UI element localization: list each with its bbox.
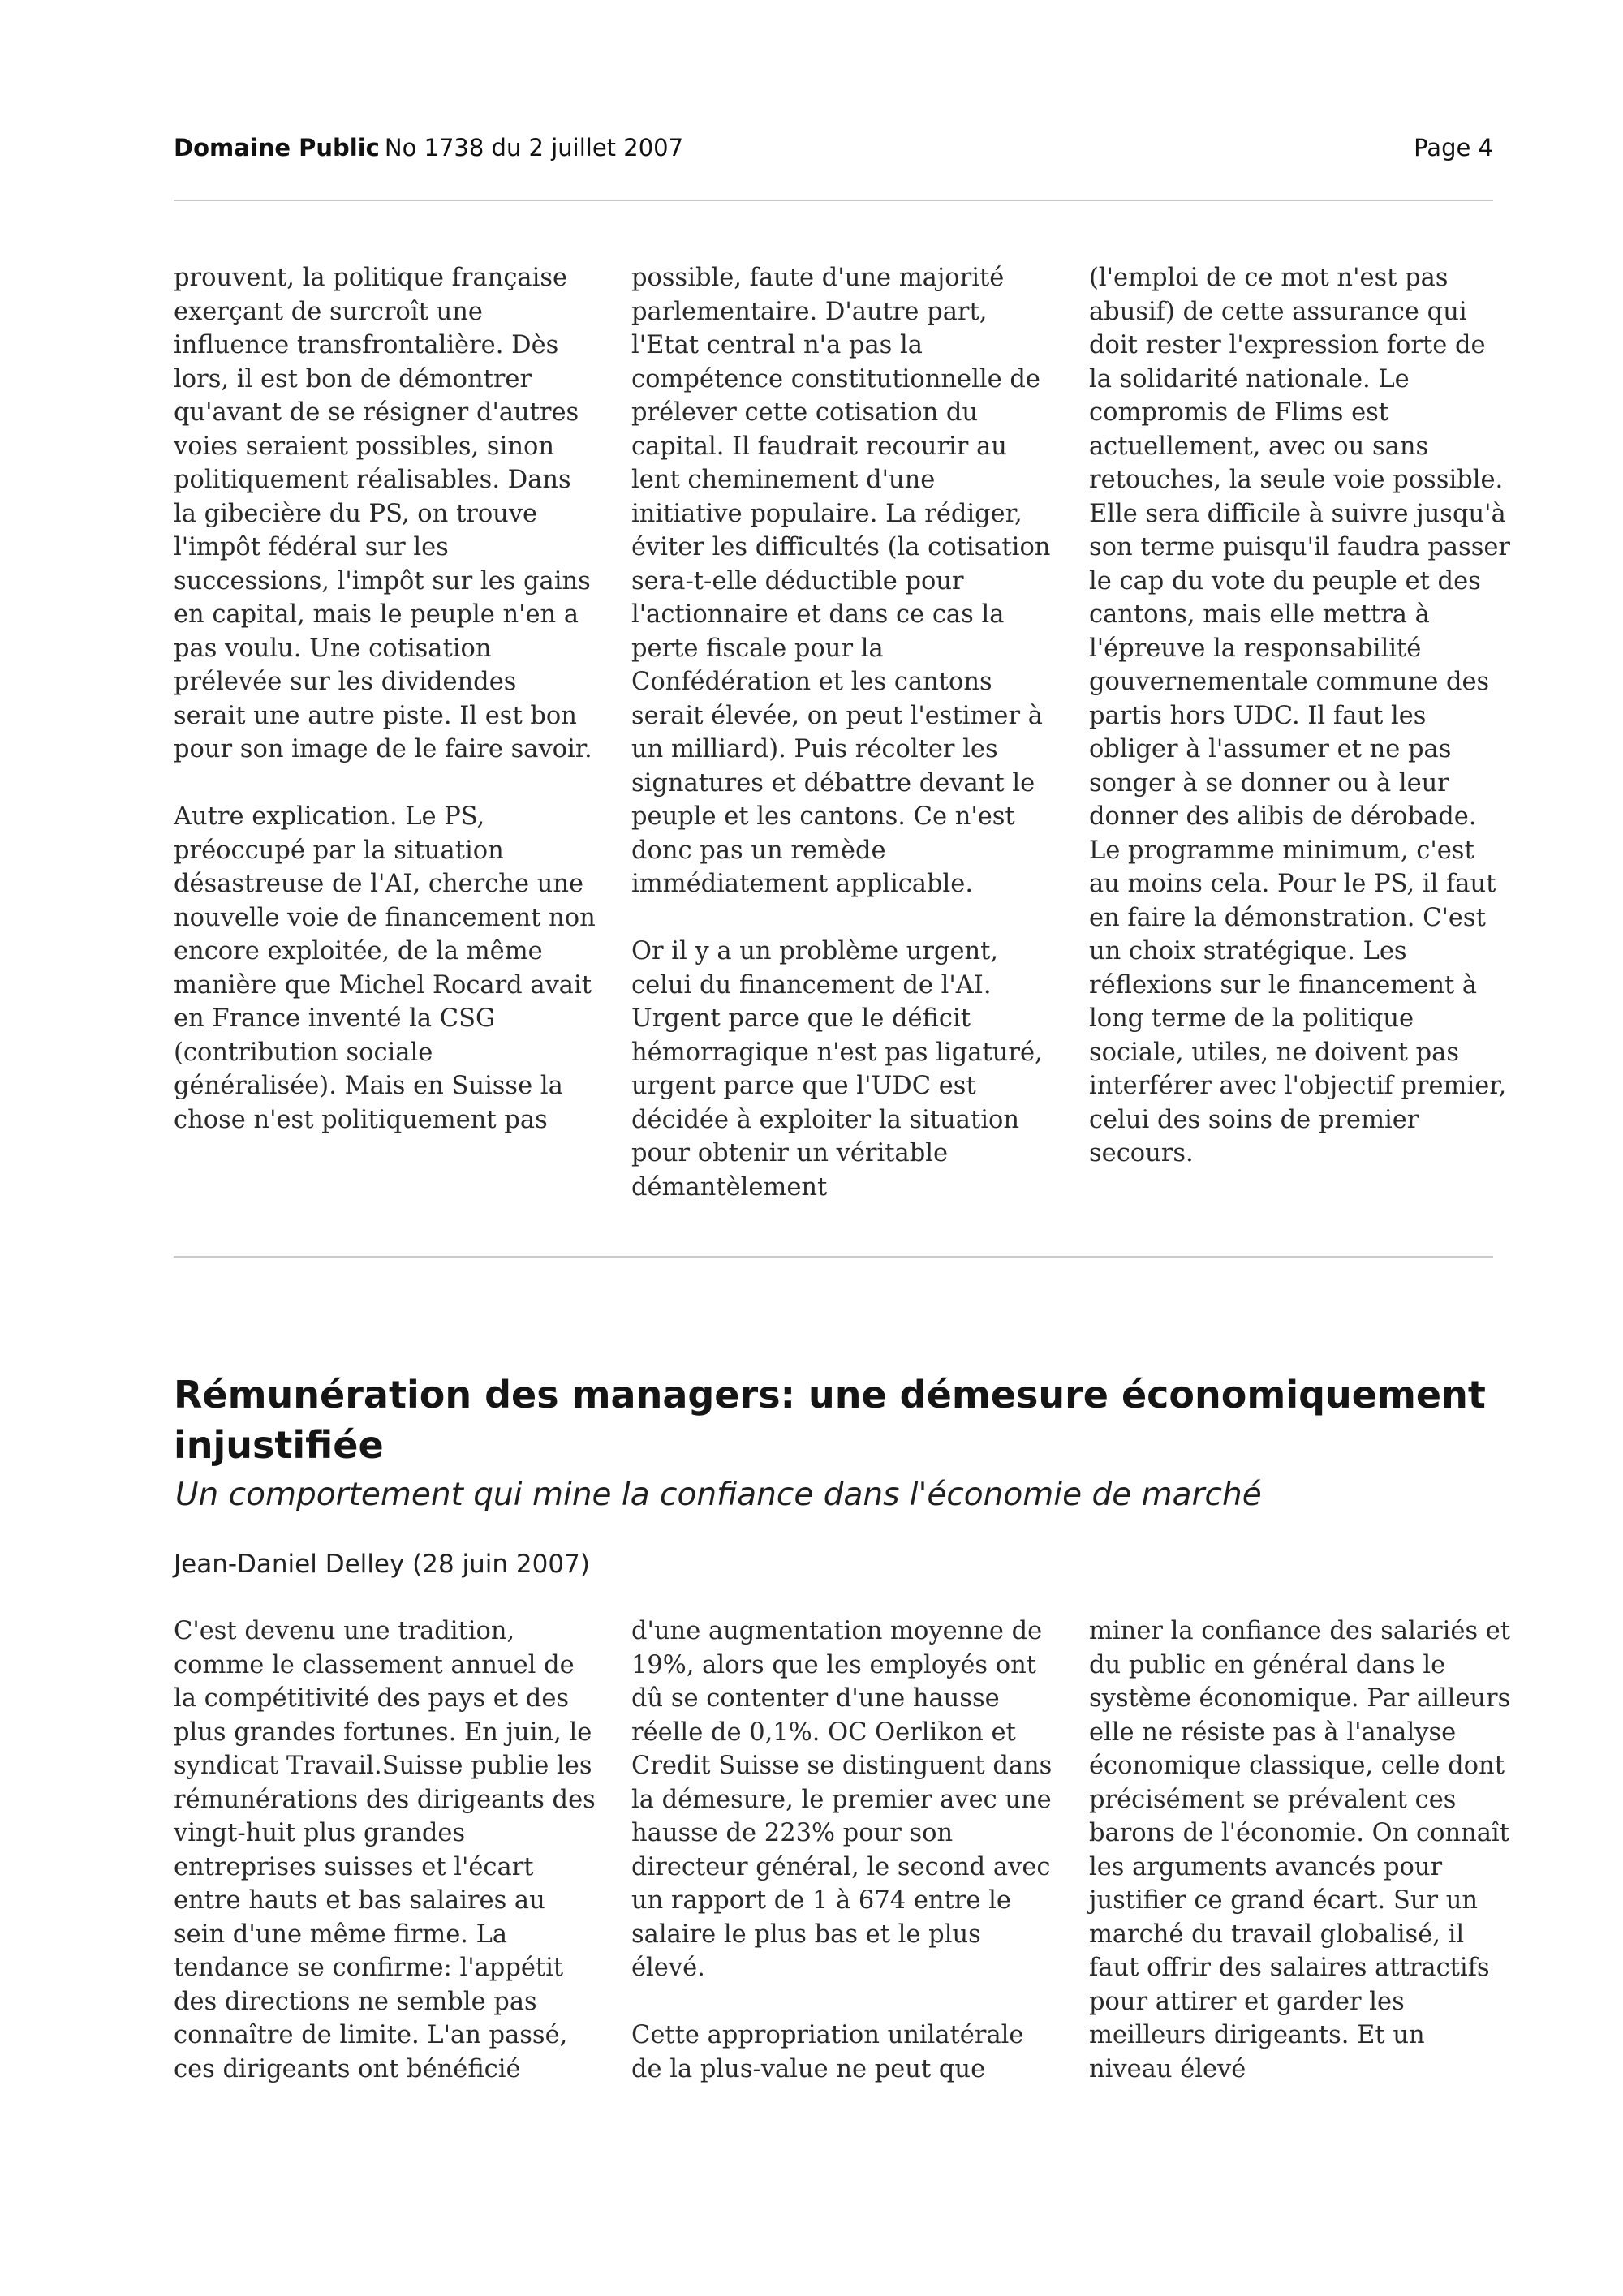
paragraph: possible, faute d'une majorité parlementaire. D'autre part, l'Etat central n'a pas la compétence constitutionnelle de prélever cette cotisation du capital. Il faudrait recourir au lent cheminement d'une initiative populaire. La rédiger, éviter les difficultés (la cotisation sera-t-elle déductible pour l'actionnaire et dans ce cas la perte fiscale pour la Confédération et les cantons serait élevée, on peut l'estimer à un milliard). Puis récolter les signatures et débattre devant le peuple et les cantons. Ce n'est donc pas un remède immédiatement applicable. (631, 264, 1051, 898)
paragraph: C'est devenu une tradition, comme le classement annuel de la compétitivité des pays et des plus grandes fortunes. En juin, le syndicat Travail.Suisse publie les rémunérations des dirigeants des vingt-huit plus grandes entreprises suisses et l'écart entre hauts et bas salaires au sein d'une même firme. La tendance se confirme: l'appétit des directions ne semble pas connaître de limite. L'an passé, ces dirigeants ont bénéficié (174, 1617, 596, 2083)
previous-article-column-2 (631, 261, 1053, 1204)
page-number: Page 4 (1414, 134, 1493, 161)
paragraph: d'une augmentation moyenne de 19%, alors que les employés ont dû se contenter d'une hausse réelle de 0,1%. OC Oerlikon et Credit Suisse se distinguent dans la démesure, le premier avec une hausse de 223% pour son directeur général, le second avec un rapport de 1 à 674 entre le salaire le plus bas et le plus élevé. (631, 1617, 1053, 1982)
article-column-3 (1089, 1615, 1511, 2086)
publication-name: Domaine Public (174, 134, 380, 161)
paragraph: Autre explication. Le PS, préoccupé par la situation désastreuse de l'AI, cherche une nouvelle voie de financement non encore exploitée, de la même manière que Michel Rocard avait en France inventé la CSG (contribution sociale généralisée). Mais en Suisse la chose n'est politiquement pas (174, 802, 596, 1134)
article-title: Rémunération des managers: une démesure économiquement injustifiée (174, 1373, 1486, 1467)
issue-info: No 1738 du 2 juillet 2007 (384, 134, 684, 161)
previous-article-column-1 (174, 261, 596, 1137)
paragraph: Cette appropriation unilatérale de la plus-value ne peut que (631, 2021, 1024, 2083)
previous-article-column-3 (1089, 261, 1511, 1171)
article-column-2 (631, 1615, 1053, 2086)
article-subtitle: Un comportement qui mine la confiance dans l'économie de marché (175, 1477, 1262, 1513)
paragraph: Or il y a un problème urgent, celui du financement de l'AI. Urgent parce que le déficit hémorragique n'est pas ligaturé, urgent parce que l'UDC est décidée à exploiter la situation pour obtenir un véritable démantèlement (631, 937, 1043, 1202)
article-divider (174, 1256, 1493, 1258)
paragraph: miner la confiance des salariés et du public en général dans le système économique. Par ailleurs elle ne résiste pas à l'analyse économique classique, celle dont précisément se prévalent ces barons de l'économie. On connaît les arguments avancés pour justifier ce grand écart. Sur un marché du travail globalisé, il faut offrir des salaires attractifs pour attirer et garder les meilleurs dirigeants. Et un niveau élevé (1089, 1617, 1511, 2083)
paragraph: prouvent, la politique française exerçant de surcroît une influence transfrontalière. Dès lors, il est bon de démontrer qu'avant de se résigner d'autres voies seraient possibles, sinon politiquement réalisables. Dans la gibecière du PS, on trouve l'impôt fédéral sur les successions, l'impôt sur les gains en capital, mais le peuple n'en a pas voulu. Une cotisation prélevée sur les dividendes serait une autre piste. Il est bon pour son image de le faire savoir. (174, 264, 592, 763)
paragraph: (l'emploi de ce mot n'est pas abusif) de cette assurance qui doit rester l'expression forte de la solidarité nationale. Le compromis de Flims est actuellement, avec ou sans retouches, la seule voie possible. Elle sera difficile à suivre jusqu'à son terme puisqu'il faudra passer le cap du vote du peuple et des cantons, mais elle mettra à l'épreuve la responsabilité gouvernementale commune des partis hors UDC. Il faut les obliger à l'assumer et ne pas songer à se donner ou à leur donner des alibis de dérobade. Le programme minimum, c'est au moins cela. Pour le PS, il faut en faire la démonstration. C'est un choix stratégique. Les réflexions sur le financement à long terme de la politique sociale, utiles, ne doivent pas interférer avec l'objectif premier, celui des soins de premier secours. (1089, 264, 1510, 1167)
article-byline: Jean-Daniel Delley (28 juin 2007) (174, 1550, 590, 1579)
header-divider (174, 200, 1493, 201)
page-header (174, 134, 1493, 166)
article-column-1 (174, 1615, 596, 2086)
